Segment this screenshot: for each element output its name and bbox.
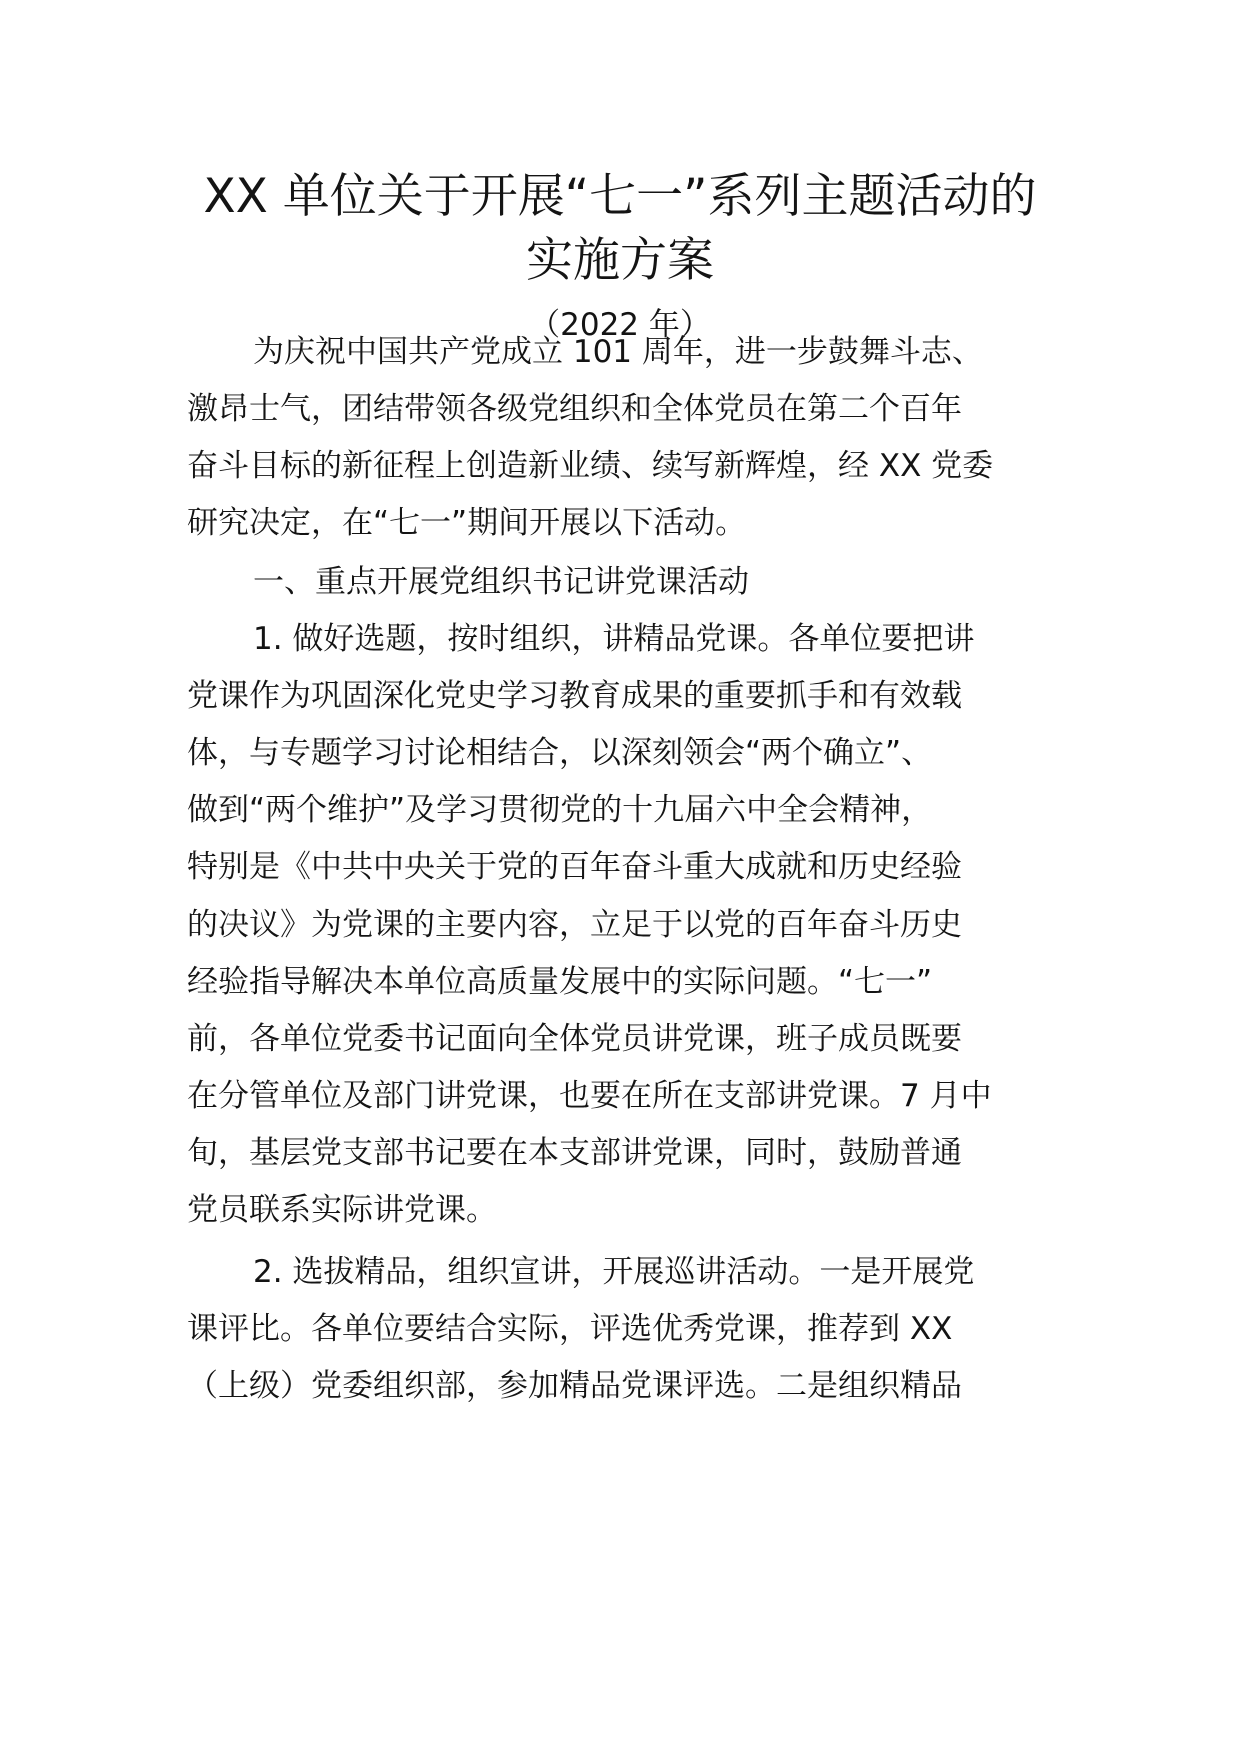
paragraph-line: 党员联系实际讲党课。	[187, 1192, 497, 1228]
paragraph-line: 1. 做好选题，按时组织，讲精品党课。各单位要把讲	[253, 621, 975, 657]
paragraph-line: 的决议》为党课的主要内容，立足于以党的百年奋斗历史	[187, 907, 962, 943]
paragraph-line: 体，与专题学习讨论相结合，以深刻领会“两个确立”、	[187, 735, 933, 771]
paragraph-line: 做到“两个维护”及学习贯彻党的十九届六中全会精神，	[187, 792, 933, 828]
document-title-line-2: 实施方案	[526, 233, 714, 288]
section-heading: 一、重点开展党组织书记讲党课活动	[253, 564, 749, 600]
paragraph-line: 旬，基层党支部书记要在本支部讲党课，同时，鼓励普通	[187, 1135, 962, 1171]
document-title-line-1: XX 单位关于开展“七一”系列主题活动的	[203, 169, 1037, 224]
paragraph-line: 特别是《中共中央关于党的百年奋斗重大成就和历史经验	[187, 849, 962, 885]
paragraph-line: 激昂士气，团结带领各级党组织和全体党员在第二个百年	[187, 391, 962, 427]
paragraph-line: 前，各单位党委书记面向全体党员讲党课，班子成员既要	[187, 1021, 962, 1057]
paragraph-line: 2. 选拔精品，组织宣讲，开展巡讲活动。一是开展党	[253, 1254, 975, 1290]
paragraph-line: 党课作为巩固深化党史学习教育成果的重要抓手和有效载	[187, 678, 962, 714]
paragraph-line: 研究决定，在“七一”期间开展以下活动。	[187, 505, 747, 541]
paragraph-line: 在分管单位及部门讲党课，也要在所在支部讲党课。7 月中	[187, 1078, 992, 1114]
paragraph-line: 奋斗目标的新征程上创造新业绩、续写新辉煌，经 XX 党委	[187, 448, 994, 484]
paragraph-line: 经验指导解决本单位高质量发展中的实际问题。“七一”	[187, 964, 933, 1000]
paragraph-line: 为庆祝中国共产党成立 101 周年，进一步鼓舞斗志、	[253, 334, 983, 370]
paragraph-line: （上级）党委组织部，参加精品党课评选。二是组织精品	[187, 1368, 962, 1404]
document-year: （2022 年）	[529, 307, 711, 343]
paragraph-line: 课评比。各单位要结合实际，评选优秀党课，推荐到 XX	[187, 1311, 953, 1347]
